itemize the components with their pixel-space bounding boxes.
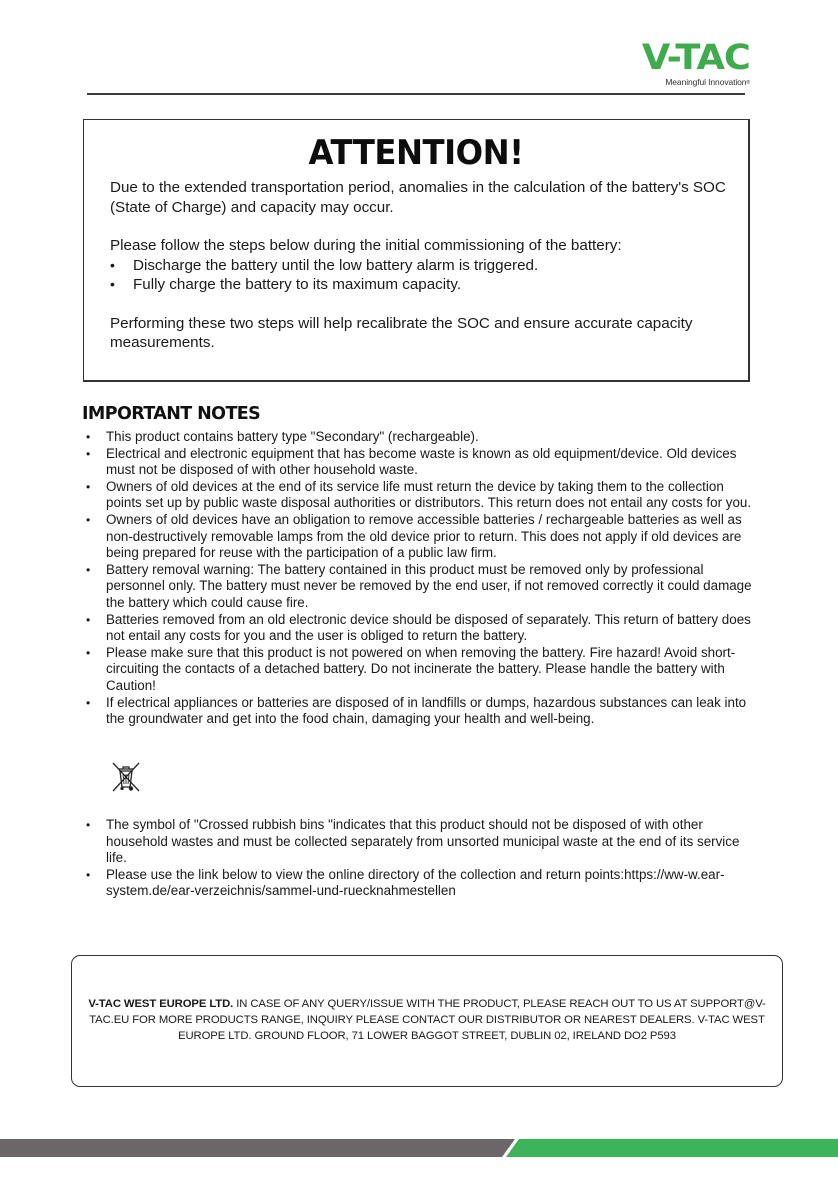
attention-steps: [110, 256, 728, 295]
note-item: • Owners of old devices at the end of its service life must return the device by taking them to the collection points set up by public waste disposal authorities or distributors. This return does not entail any costs for you.: [82, 479, 762, 512]
bottom-decorative-bar: [0, 1139, 838, 1157]
brand-wordmark: V-TAC: [641, 38, 750, 78]
note-item: • Battery removal warning: The battery contained in this product must be removed only by professional personnel only. The battery must never be removed by the end user, if not removed correctly it could damage the battery which could cause fire.: [82, 562, 762, 612]
note-item: • Electrical and electronic equipment that has become waste is known as old equipment/device. Old devices must not be disposed of with other household waste.: [82, 446, 762, 479]
note-item: • Batteries removed from an old electronic device should be disposed of separately. This return of battery does not entail any costs for you and the user is obliged to return the battery.: [82, 612, 762, 645]
crossed-wheelie-bin-icon: [110, 760, 142, 794]
registered-mark: ®: [746, 79, 750, 86]
header-divider: [87, 93, 745, 95]
note-item: • The symbol of "Crossed rubbish bins "indicates that this product should not be disposed of with other household wastes and must be collected separately from unsorted municipal waste at the end of its service life.: [82, 817, 762, 867]
important-notes-list-continued: [82, 817, 762, 900]
attention-body: [110, 178, 728, 353]
important-notes-title: IMPORTANT NOTES: [82, 404, 261, 424]
contact-box: [71, 955, 783, 1087]
attention-conclusion: Performing these two steps will help recalibrate the SOC and ensure accurate capacity measurements.: [110, 314, 693, 351]
bar-grey-segment: [0, 1139, 515, 1157]
note-item: • This product contains battery type "Secondary" (rechargeable).: [82, 429, 762, 446]
company-name: V-TAC WEST EUROPE LTD.: [88, 998, 234, 1010]
attention-box: [83, 119, 750, 382]
note-item: • Please make sure that this product is not powered on when removing the battery. Fire hazard! Avoid short-circuiting the contacts of a detached battery. Do not incinerate the battery. Please handle the battery with Caution!: [82, 645, 762, 695]
tagline-text: Meaningful Innovation: [665, 77, 747, 87]
attention-title: ATTENTION!: [308, 133, 524, 173]
brand-logo: [612, 40, 752, 90]
note-item: • Please use the link below to view the online directory of the collection and return points:https://ww-w.ear-system.de/ear-verzeichnis/sammel-und-ruecknahmestellen: [82, 867, 762, 900]
attention-step: • Fully charge the battery to its maximum capacity.: [110, 275, 728, 295]
attention-steps-intro: Please follow the steps below during the initial commissioning of the battery:: [110, 237, 622, 254]
attention-intro: Due to the extended transportation period, anomalies in the calculation of the battery's SOC (State of Charge) and capacity may occur.: [110, 179, 726, 216]
note-item: • If electrical appliances or batteries are disposed of in landfills or dumps, hazardous substances can leak into the groundwater and get into the food chain, damaging your health and well-being.: [82, 695, 762, 728]
attention-step: • Discharge the battery until the low battery alarm is triggered.: [110, 256, 728, 276]
brand-tagline: [665, 77, 750, 87]
contact-text: [82, 997, 772, 1044]
bar-green-segment: [506, 1139, 838, 1157]
note-item: • Owners of old devices have an obligation to remove accessible batteries / rechargeable batteries as well as non-destructively removable lamps from the old device prior to return. This does not apply if old devices are being prepared for reuse with the participation of a public law firm.: [82, 512, 762, 562]
important-notes-list: [82, 429, 762, 728]
contact-details: IN CASE OF ANY QUERY/ISSUE WITH THE PRODUCT, PLEASE REACH OUT TO US AT SUPPORT@V-TAC.EU FOR MORE PRODUCTS RANGE, INQUIRY PLEASE CONTACT OUR DISTRIBUTOR OR NEAREST DEALERS. V-TAC WEST EUROPE LTD. GROUND FLOOR, 71 LOWER BAGGOT STREET, DUBLIN 02, IRELAND DO2 P593: [89, 998, 766, 1042]
